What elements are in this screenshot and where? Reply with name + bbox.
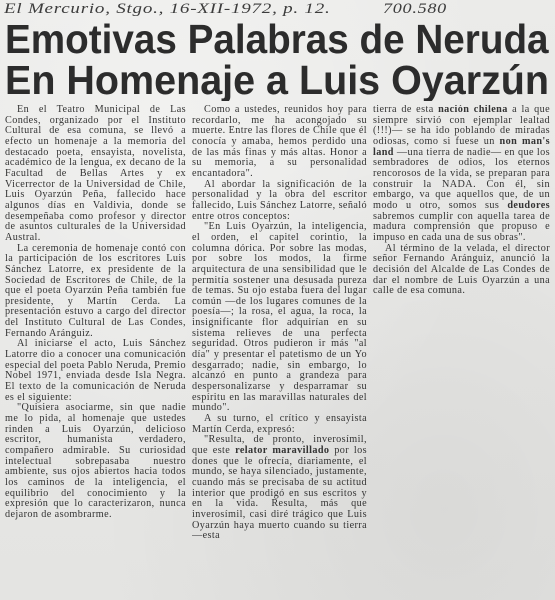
paragraph-text: "En Luis Oyarzún, la inteligencia, el orden, el capitel corintio, la columna dórica. Por sobre las modas, por sobre los modos, la firme arquitectura de una sensibilidad que le permitía sostener una desusada pureza de temas. Su ojo estaba fuera del lugar común —de los lugares comunes de la poesía—; la rosa, el agua, la roca, la insignificante flor adquirían en su sistema relieves de una perfecta seguridad. Otros pudieron ir más "al día" y presentar el patetismo de un Yo desgarrado; nadie, sin embargo, lo alcanzó en punto a grandeza para despersonalizarse y desparramar su espíritu en las maravillas naturales del mundo". [192,221,367,414]
article-paragraph [373,105,550,244]
paragraph-text: Al abordar la significación de la personalidad y la obra del escritor fallecido, Luis Sánchez Latorre, señaló entre otros conceptos: [192,178,367,222]
paragraph-text: A su turno, el crítico y ensayista Martín Cerda, expresó: [192,413,367,435]
handwritten-source-text: El Mercurio, Stgo., 16-XII-1972, p. 12. [4,1,330,17]
article-column-2 [192,105,367,598]
paragraph-text: —una tierra de nadie— en que los sembradores de odios, los eternos rencorosos de la vida, se preparan para construir la NADA. Con él, sin embargo, va que aquellos que, de un modo u otro, somos sus [373,146,550,211]
headline-text: En Homenaje a Luis Oyarzún [5,59,549,101]
paragraph-text: a la que siempre sirvió con ejemplar lealtad (!!!)— se ha ido poblando de miradas odiosas, como si fuese un [373,105,550,147]
bold-text: deudores [507,199,550,211]
article-paragraph [192,105,367,180]
paragraph-text: Como a ustedes, reunidos hoy para recordarlo, me ha acongojado su muerte. Entre las flores de Chile que él conocía y amaba, hemos perdido una de las más finas y más altas. Honor a su memoria, a su personalidad encantadora". [192,105,367,179]
paragraph-text: "Quisiera asociarme, sin que nadie me lo pida, al homenaje que ustedes rinden a Luis Oyarzún, delicioso escritor, humanista verdadero, compañero admirable. Su curiosidad intelectual sobrepasaba nuestro ambiente, sus ojos abiertos hacia todos los caminos de la inteligencia, el equilibrio del conocimiento y la expresión que lo caracterizaron, nunca dejaron de asombrarme. [5,402,186,520]
article-paragraph [192,180,367,223]
handwritten-source-note [4,0,330,20]
handwritten-reference-number [383,0,447,20]
article-paragraph [373,244,550,297]
paragraph-text: "Resulta, de pronto, inverosímil, que este [192,434,367,456]
article-paragraph [5,244,186,340]
bold-text: nación chilena [438,105,508,115]
article-paragraph [5,339,186,403]
headline-line-2 [5,59,549,101]
paragraph-text: sabremos cumplir con aquella tarea de madura comprensión que propuso e impuso en cada una de sus obras". [373,210,550,243]
paragraph-text: En el Teatro Municipal de Las Condes, organizado por el Instituto Cultural de esa comuna, se llevó a efecto un homenaje a la memoria del destacado poeta, ensayista, novelista, académico de la lengua, ex decano de la Facultad de Bellas Artes y ex Vicerrector de la Universidad de Chile, Luis Oyarzún Peña, fallecido hace algunos días en Valdivia, donde se desempeñaba como profesor y director de asuntos culturales de la Universidad Austral. [5,105,186,243]
bold-text: relator maravillado [235,445,330,456]
paragraph-text: Al iniciarse el acto, Luis Sánchez Latorre dio a conocer una comunicación especial del poeta Pablo Neruda, Premio Nobel 1971, enviada desde Isla Negra. El texto de la comunicación de Neruda es el siguiente: [5,338,186,403]
article-paragraph [192,414,367,435]
article-paragraph [192,435,367,542]
article-paragraph [192,222,367,414]
headline-line-1 [5,18,549,60]
headline-text: Emotivas Palabras de Neruda [5,18,549,60]
paragraph-text: La ceremonia de homenaje contó con la participación de los escritores Luis Sánchez Latorre, ex presidente de la Sociedad de Escritores de Chile, de la que el poeta Oyarzún Peña también fue presidente, y Martín Cerda. La presentación estuvo a cargo del director del Instituto Cultural de Las Condes, Fernando Aránguiz. [5,242,186,339]
bold-text: non man's land [373,135,550,158]
article-column-3 [373,105,550,598]
handwritten-number-text: 700.580 [383,1,447,17]
article-column-1 [5,105,186,598]
article-paragraph [5,105,186,244]
paragraph-text: por los dones que le ofrecía, diariamente, el mundo, se haya silenciado, justamente, cuando más se precisaba de su actitud interior que prodigó en sus escritos y en la vida. Resulta, más que inverosímil, casi diré trágico que Luis Oyarzún haya muerto cuando su tierra —esta [192,445,367,542]
paragraph-text: Al término de la velada, el director señor Fernando Aránguiz, anunció la decisión del Alcalde de Las Condes de dar el nombre de Luis Oyarzún a una calle de esa comuna. [373,242,550,297]
paragraph-text: tierra de esta [373,105,439,115]
article-paragraph [5,403,186,520]
